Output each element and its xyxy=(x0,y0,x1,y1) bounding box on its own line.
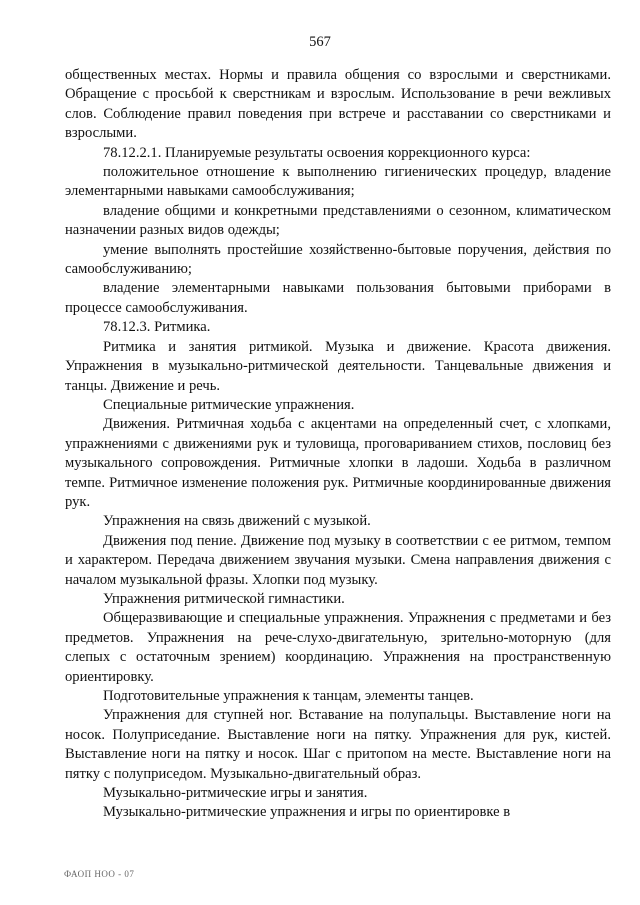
paragraph: 78.12.2.1. Планируемые результаты освоения коррекционного курса: xyxy=(103,144,531,161)
paragraph: Ритмика и занятия ритмикой. Музыка и движение. Красота движения. Упражнения в музыкально-ритмической деятельности. Танцевальные движения и танцы. Движение и речь. xyxy=(65,338,611,394)
paragraph: общественных местах. Нормы и правила общения со взрослыми и сверстниками. Обращение с просьбой к сверстникам и взрослым. Использование в речи вежливых слов. Соблюдение правил поведения при встрече и расставании со сверстниками и взрослыми. xyxy=(65,67,611,142)
document-body xyxy=(65,66,611,823)
paragraph: Музыкально-ритмические упражнения и игры по ориентировке в xyxy=(103,804,511,821)
subsection-heading: Упражнения ритмической гимнастики. xyxy=(103,590,345,607)
subsection-heading: Упражнения на связь движений с музыкой. xyxy=(103,513,371,530)
paragraph: Упражнения для ступней ног. Вставание на полупальцы. Выставление ноги на носок. Полуприседание. Выставление ноги на пятку. Упражнения для рук, кистей. Выставление ноги на пятку и носок. Шаг с притопом на месте. Выставление ноги на пятку с полуприседом. Музыкально-двигательный образ. xyxy=(65,707,611,782)
paragraph: владение элементарными навыками пользования бытовыми приборами в процессе самообслуживания. xyxy=(65,280,611,316)
paragraph: Движения. Ритмичная ходьба с акцентами на определенный счет, с хлопками, упражнениями с движениями рук и туловища, проговариванием стихов, пословиц без музыкального сопровождения. Ритмичные хлопки в ладоши. Ходьба в различном темпе. Ритмичное изменение положения рук. Ритмичные координированные движения рук. xyxy=(65,416,611,510)
paragraph: владение общими и конкретными представлениями о сезонном, климатическом назначении разных видов одежды; xyxy=(65,202,611,239)
section-heading: 78.12.3. Ритмика. xyxy=(103,319,211,336)
paragraph: умение выполнять простейшие хозяйственно-бытовые поручения, действия по самообслуживанию; xyxy=(65,241,611,278)
subsection-heading: Специальные ритмические упражнения. xyxy=(103,396,355,413)
paragraph: Общеразвивающие и специальные упражнения. Упражнения с предметами и без предметов. Упражнения на рече-слухо-двигательную, зрительно-моторную (для слепых с остаточным зрением) координацию. Упражнения на пространственную ориентировку. xyxy=(65,610,611,685)
paragraph: положительное отношение к выполнению гигиенических процедур, владение элементарными навыками самообслуживания; xyxy=(65,164,611,200)
paragraph: Движения под пение. Движение под музыку в соответствии с ее ритмом, темпом и характером. Передача движением звучания музыки. Смена направления движения с началом музыкальной фразы. Хлопки под музыку. xyxy=(65,532,611,588)
footer-code: ФАОП НОО - 07 xyxy=(64,869,135,879)
subsection-heading: Музыкально-ритмические игры и занятия. xyxy=(103,785,368,802)
subsection-heading: Подготовительные упражнения к танцам, элементы танцев. xyxy=(103,688,474,704)
page-number: 567 xyxy=(309,34,331,50)
